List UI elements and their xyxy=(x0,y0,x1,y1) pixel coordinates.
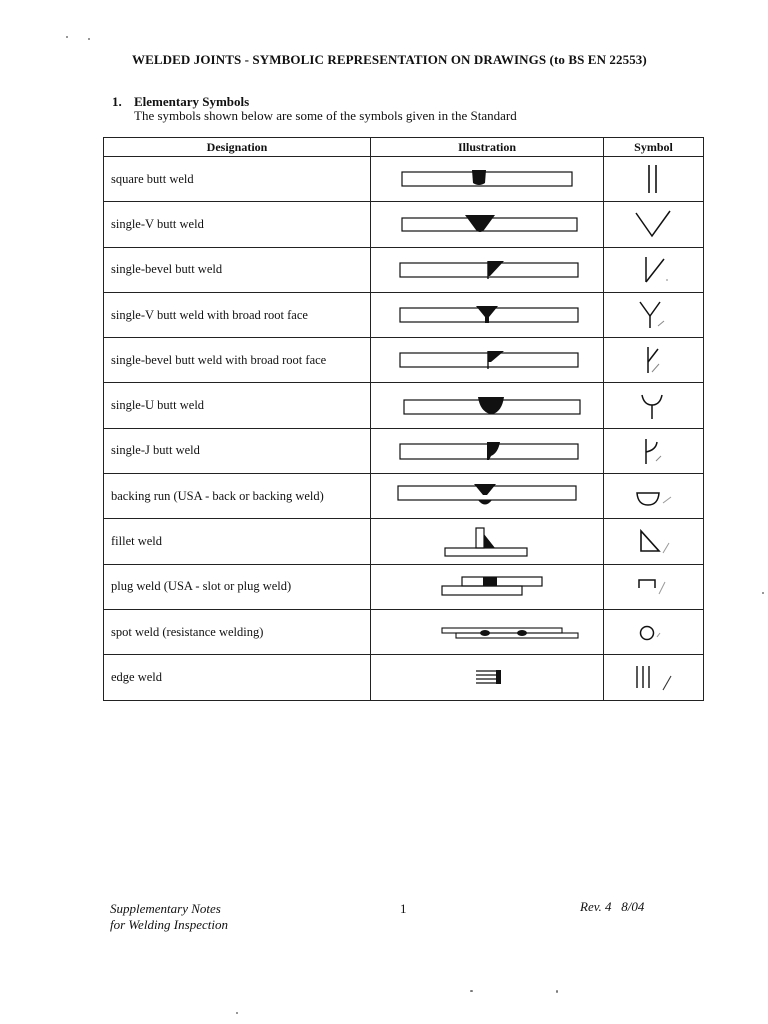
single-v-symbol xyxy=(604,202,704,247)
designation-cell: fillet weld xyxy=(104,519,371,564)
table-row xyxy=(104,292,704,337)
single-bevel-butt-weld-illustration xyxy=(371,247,604,292)
table-row xyxy=(104,383,704,428)
backing-run-illustration xyxy=(371,474,604,519)
scan-speck xyxy=(88,38,90,40)
designation-cell: edge weld xyxy=(104,655,371,700)
single-v-butt-weld-illustration xyxy=(371,202,604,247)
single-j-butt-weld-illustration xyxy=(371,428,604,473)
square-butt-symbol xyxy=(604,157,704,202)
spot-weld-illustration xyxy=(371,609,604,654)
scan-speck xyxy=(556,990,558,993)
designation-cell: plug weld (USA - slot or plug weld) xyxy=(104,564,371,609)
spot-symbol xyxy=(604,609,704,654)
single-j-symbol xyxy=(604,428,704,473)
scan-speck xyxy=(762,592,764,594)
section-heading-text: Elementary Symbols xyxy=(134,94,250,109)
designation-cell: single-V butt weld xyxy=(104,202,371,247)
designation-header: Designation xyxy=(104,138,371,157)
table-row xyxy=(104,564,704,609)
page-number: 1 xyxy=(400,901,407,916)
table-row xyxy=(104,609,704,654)
fillet-weld-illustration xyxy=(371,519,604,564)
edge-symbol xyxy=(604,655,704,700)
section-number: 1. xyxy=(112,94,122,109)
single-v-broad-root-illustration xyxy=(371,292,604,337)
plug-symbol xyxy=(604,564,704,609)
designation-cell: backing run (USA - back or backing weld) xyxy=(104,474,371,519)
fillet-symbol xyxy=(604,519,704,564)
edge-weld-illustration xyxy=(371,655,604,700)
designation-cell: single-V butt weld with broad root face xyxy=(104,292,371,337)
designation-cell: single-bevel butt weld xyxy=(104,247,371,292)
table-row xyxy=(104,474,704,519)
table-header-row xyxy=(104,138,704,157)
backing-run-symbol xyxy=(604,474,704,519)
single-bevel-broad-root-illustration xyxy=(371,338,604,383)
table-row xyxy=(104,655,704,700)
single-v-broad-root-symbol xyxy=(604,292,704,337)
plug-weld-illustration xyxy=(371,564,604,609)
designation-cell: square butt weld xyxy=(104,157,371,202)
table-row xyxy=(104,157,704,202)
designation-cell: single-bevel butt weld with broad root face xyxy=(104,338,371,383)
table-row xyxy=(104,202,704,247)
weld-symbols-table xyxy=(103,137,704,701)
table-row xyxy=(104,428,704,473)
designation-cell: single-J butt weld xyxy=(104,428,371,473)
scan-speck xyxy=(66,36,68,38)
scan-speck xyxy=(236,1012,238,1014)
scan-speck xyxy=(470,990,473,992)
revision-label: Rev. 4 8/04 xyxy=(580,899,645,914)
designation-cell: single-U butt weld xyxy=(104,383,371,428)
footer-line-1: Supplementary Notes xyxy=(110,901,221,916)
footer-line-2: for Welding Inspection xyxy=(110,917,228,932)
table-row xyxy=(104,247,704,292)
document-title: WELDED JOINTS - SYMBOLIC REPRESENTATION ON DRAWINGS (to BS EN 22553) xyxy=(132,52,647,67)
single-u-symbol xyxy=(604,383,704,428)
designation-cell: spot weld (resistance welding) xyxy=(104,609,371,654)
section-intro: The symbols shown below are some of the symbols given in the Standard xyxy=(134,108,517,123)
table-row xyxy=(104,338,704,383)
single-bevel-symbol xyxy=(604,247,704,292)
single-u-butt-weld-illustration xyxy=(371,383,604,428)
square-butt-weld-illustration xyxy=(371,157,604,202)
footer-notes xyxy=(110,901,228,933)
table-row xyxy=(104,519,704,564)
single-bevel-broad-root-symbol xyxy=(604,338,704,383)
symbol-header: Symbol xyxy=(604,138,704,157)
illustration-header: Illustration xyxy=(371,138,604,157)
